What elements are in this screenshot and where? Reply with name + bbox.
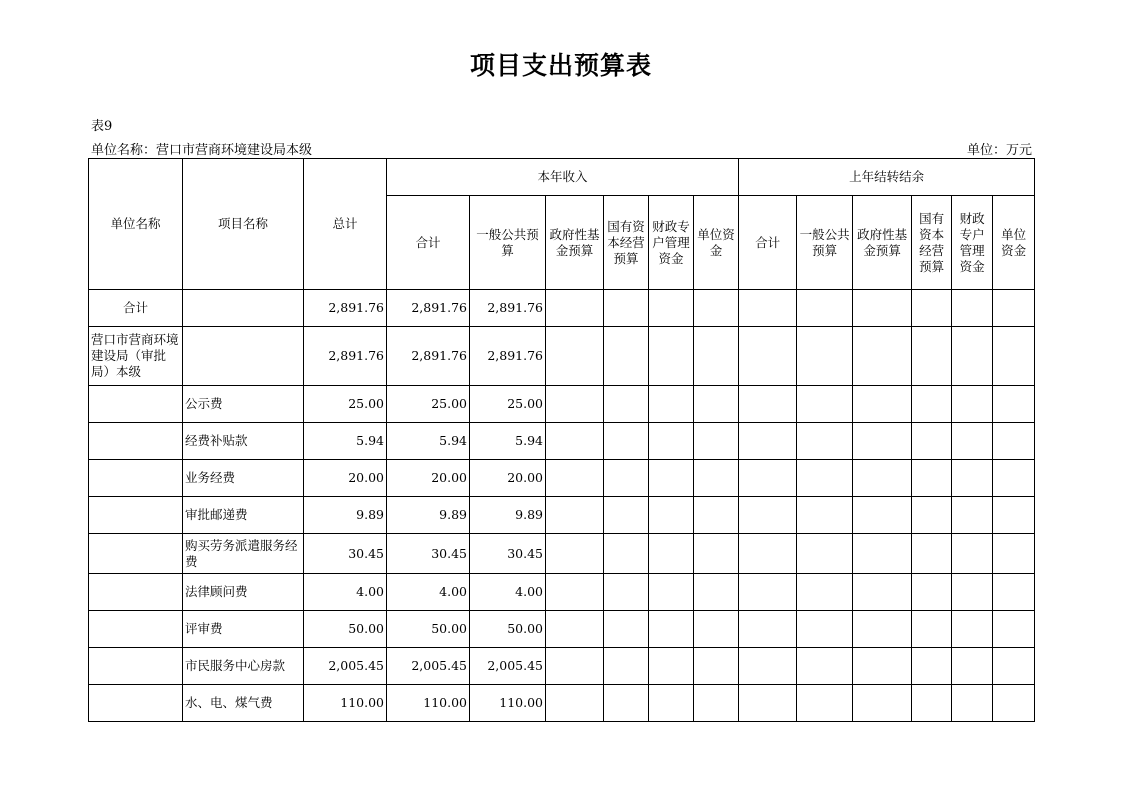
cell-empty bbox=[649, 460, 694, 497]
cell-unit-name bbox=[89, 574, 183, 611]
cell-empty bbox=[993, 685, 1035, 722]
cell-empty bbox=[739, 534, 797, 574]
cell-empty bbox=[649, 327, 694, 386]
cell-unit-name bbox=[89, 648, 183, 685]
cell-project-name: 购买劳务派遣服务经费 bbox=[183, 534, 304, 574]
cell-total: 30.45 bbox=[304, 534, 387, 574]
cell-empty bbox=[739, 386, 797, 423]
cell-empty bbox=[694, 460, 739, 497]
cell-total: 2,891.76 bbox=[304, 327, 387, 386]
cell-empty bbox=[797, 460, 853, 497]
cell-empty bbox=[694, 327, 739, 386]
table-row bbox=[89, 534, 1035, 574]
header-cy-sum: 合计 bbox=[387, 196, 470, 290]
cell-cy-general-budget: 110.00 bbox=[470, 685, 546, 722]
cell-cy-sum: 2,005.45 bbox=[387, 648, 470, 685]
cell-empty bbox=[649, 290, 694, 327]
cell-empty bbox=[546, 534, 604, 574]
cell-empty bbox=[912, 327, 952, 386]
cell-project-name bbox=[183, 290, 304, 327]
cell-empty bbox=[546, 423, 604, 460]
cell-empty bbox=[604, 423, 649, 460]
table-body bbox=[89, 290, 1035, 722]
cell-cy-sum: 9.89 bbox=[387, 497, 470, 534]
cell-empty bbox=[797, 386, 853, 423]
cell-empty bbox=[739, 648, 797, 685]
cell-empty bbox=[993, 423, 1035, 460]
cell-empty bbox=[797, 648, 853, 685]
header-total: 总计 bbox=[304, 159, 387, 290]
cell-empty bbox=[853, 386, 912, 423]
cell-empty bbox=[546, 574, 604, 611]
page-title: 项目支出预算表 bbox=[469, 51, 652, 80]
cell-project-name: 审批邮递费 bbox=[183, 497, 304, 534]
header-co-special-account-fund: 财政专户管理资金 bbox=[952, 196, 993, 290]
table-row bbox=[89, 386, 1035, 423]
cell-empty bbox=[604, 685, 649, 722]
cell-cy-general-budget: 50.00 bbox=[470, 611, 546, 648]
cell-project-name: 评审费 bbox=[183, 611, 304, 648]
cell-empty bbox=[853, 327, 912, 386]
cell-empty bbox=[952, 534, 993, 574]
cell-empty bbox=[694, 611, 739, 648]
cell-empty bbox=[853, 423, 912, 460]
cell-empty bbox=[694, 648, 739, 685]
cell-unit-name: 合计 bbox=[89, 290, 183, 327]
cell-empty bbox=[694, 497, 739, 534]
cell-empty bbox=[546, 497, 604, 534]
cell-empty bbox=[604, 497, 649, 534]
cell-cy-general-budget: 20.00 bbox=[470, 460, 546, 497]
cell-empty bbox=[546, 386, 604, 423]
cell-empty bbox=[546, 460, 604, 497]
cell-empty bbox=[912, 685, 952, 722]
cell-empty bbox=[546, 327, 604, 386]
header-prior-year-carryover: 上年结转结余 bbox=[739, 159, 1035, 196]
cell-empty bbox=[694, 423, 739, 460]
cell-empty bbox=[739, 327, 797, 386]
cell-empty bbox=[853, 648, 912, 685]
cell-empty bbox=[993, 611, 1035, 648]
cell-empty bbox=[853, 685, 912, 722]
cell-empty bbox=[912, 386, 952, 423]
cell-empty bbox=[797, 611, 853, 648]
header-cy-special-account-fund: 财政专户管理资金 bbox=[649, 196, 694, 290]
table-row bbox=[89, 685, 1035, 722]
cell-empty bbox=[649, 611, 694, 648]
cell-empty bbox=[604, 327, 649, 386]
cell-empty bbox=[797, 534, 853, 574]
header-unit-name: 单位名称 bbox=[89, 159, 183, 290]
cell-total: 4.00 bbox=[304, 574, 387, 611]
cell-empty bbox=[604, 460, 649, 497]
header-co-state-capital-budget: 国有资本经营预算 bbox=[912, 196, 952, 290]
cell-empty bbox=[993, 648, 1035, 685]
cell-empty bbox=[649, 386, 694, 423]
cell-empty bbox=[649, 574, 694, 611]
table-row bbox=[89, 648, 1035, 685]
header-cy-state-capital-budget: 国有资本经营预算 bbox=[604, 196, 649, 290]
cell-empty bbox=[797, 423, 853, 460]
cell-empty bbox=[912, 497, 952, 534]
cell-cy-sum: 2,891.76 bbox=[387, 290, 470, 327]
cell-empty bbox=[912, 611, 952, 648]
cell-project-name: 公示费 bbox=[183, 386, 304, 423]
cell-empty bbox=[546, 648, 604, 685]
cell-empty bbox=[546, 685, 604, 722]
cell-unit-name bbox=[89, 423, 183, 460]
header-project-name: 项目名称 bbox=[183, 159, 304, 290]
cell-empty bbox=[993, 497, 1035, 534]
cell-empty bbox=[952, 423, 993, 460]
cell-project-name: 业务经费 bbox=[183, 460, 304, 497]
cell-cy-general-budget: 2,891.76 bbox=[470, 327, 546, 386]
header-cy-gov-fund-budget: 政府性基金预算 bbox=[546, 196, 604, 290]
header-cy-general-budget: 一般公共预算 bbox=[470, 196, 546, 290]
cell-cy-sum: 5.94 bbox=[387, 423, 470, 460]
cell-total: 25.00 bbox=[304, 386, 387, 423]
cell-empty bbox=[739, 290, 797, 327]
cell-cy-general-budget: 2,005.45 bbox=[470, 648, 546, 685]
header-co-general-budget: 一般公共预算 bbox=[797, 196, 853, 290]
header-current-year-income: 本年收入 bbox=[387, 159, 739, 196]
cell-empty bbox=[993, 574, 1035, 611]
cell-unit-name bbox=[89, 534, 183, 574]
table-row bbox=[89, 460, 1035, 497]
table-row bbox=[89, 574, 1035, 611]
cell-empty bbox=[694, 574, 739, 611]
cell-empty bbox=[952, 290, 993, 327]
table-row bbox=[89, 423, 1035, 460]
table-row bbox=[89, 327, 1035, 386]
cell-empty bbox=[993, 460, 1035, 497]
cell-empty bbox=[952, 648, 993, 685]
cell-project-name bbox=[183, 327, 304, 386]
cell-empty bbox=[739, 574, 797, 611]
cell-empty bbox=[694, 685, 739, 722]
cell-empty bbox=[649, 423, 694, 460]
cell-empty bbox=[604, 611, 649, 648]
cell-empty bbox=[739, 497, 797, 534]
table-row bbox=[89, 611, 1035, 648]
table-row bbox=[89, 290, 1035, 327]
cell-unit-name: 营口市营商环境建设局（审批局）本级 bbox=[89, 327, 183, 386]
cell-cy-general-budget: 30.45 bbox=[470, 534, 546, 574]
table-row bbox=[89, 497, 1035, 534]
cell-cy-sum: 30.45 bbox=[387, 534, 470, 574]
cell-cy-sum: 25.00 bbox=[387, 386, 470, 423]
header-co-unit-fund: 单位资金 bbox=[993, 196, 1035, 290]
cell-empty bbox=[546, 290, 604, 327]
cell-project-name: 水、电、煤气费 bbox=[183, 685, 304, 722]
currency-unit-label: 单位：万元 bbox=[966, 143, 1032, 158]
cell-empty bbox=[694, 534, 739, 574]
cell-empty bbox=[739, 611, 797, 648]
cell-total: 5.94 bbox=[304, 423, 387, 460]
cell-empty bbox=[739, 423, 797, 460]
cell-project-name: 法律顾问费 bbox=[183, 574, 304, 611]
unit-name-line: 单位名称：营口市营商环境建设局本级 bbox=[91, 143, 313, 158]
cell-empty bbox=[853, 574, 912, 611]
cell-total: 110.00 bbox=[304, 685, 387, 722]
cell-cy-general-budget: 4.00 bbox=[470, 574, 546, 611]
cell-empty bbox=[797, 290, 853, 327]
cell-empty bbox=[546, 611, 604, 648]
cell-empty bbox=[604, 648, 649, 685]
cell-empty bbox=[853, 534, 912, 574]
cell-unit-name bbox=[89, 497, 183, 534]
cell-empty bbox=[797, 685, 853, 722]
cell-empty bbox=[853, 611, 912, 648]
cell-empty bbox=[952, 685, 993, 722]
cell-empty bbox=[853, 460, 912, 497]
header-row-1 bbox=[89, 159, 1035, 196]
cell-project-name: 市民服务中心房款 bbox=[183, 648, 304, 685]
cell-empty bbox=[604, 386, 649, 423]
cell-cy-sum: 4.00 bbox=[387, 574, 470, 611]
cell-empty bbox=[797, 327, 853, 386]
cell-empty bbox=[952, 386, 993, 423]
cell-empty bbox=[912, 648, 952, 685]
cell-unit-name bbox=[89, 685, 183, 722]
cell-empty bbox=[694, 290, 739, 327]
cell-empty bbox=[993, 534, 1035, 574]
cell-unit-name bbox=[89, 611, 183, 648]
header-cy-unit-fund: 单位资金 bbox=[694, 196, 739, 290]
cell-empty bbox=[604, 290, 649, 327]
cell-empty bbox=[912, 574, 952, 611]
cell-total: 2,891.76 bbox=[304, 290, 387, 327]
cell-total: 50.00 bbox=[304, 611, 387, 648]
cell-empty bbox=[853, 497, 912, 534]
cell-empty bbox=[952, 574, 993, 611]
cell-empty bbox=[993, 327, 1035, 386]
cell-empty bbox=[739, 685, 797, 722]
cell-empty bbox=[649, 497, 694, 534]
cell-empty bbox=[912, 534, 952, 574]
cell-empty bbox=[649, 648, 694, 685]
cell-empty bbox=[694, 386, 739, 423]
cell-empty bbox=[952, 611, 993, 648]
cell-empty bbox=[993, 290, 1035, 327]
cell-total: 20.00 bbox=[304, 460, 387, 497]
cell-empty bbox=[797, 497, 853, 534]
cell-cy-general-budget: 5.94 bbox=[470, 423, 546, 460]
cell-empty bbox=[853, 290, 912, 327]
cell-cy-sum: 110.00 bbox=[387, 685, 470, 722]
cell-empty bbox=[649, 534, 694, 574]
cell-total: 2,005.45 bbox=[304, 648, 387, 685]
cell-total: 9.89 bbox=[304, 497, 387, 534]
header-co-sum: 合计 bbox=[739, 196, 797, 290]
cell-cy-sum: 20.00 bbox=[387, 460, 470, 497]
cell-unit-name bbox=[89, 460, 183, 497]
cell-empty bbox=[649, 685, 694, 722]
cell-cy-sum: 50.00 bbox=[387, 611, 470, 648]
cell-empty bbox=[952, 327, 993, 386]
cell-empty bbox=[993, 386, 1035, 423]
cell-project-name: 经费补贴款 bbox=[183, 423, 304, 460]
cell-cy-sum: 2,891.76 bbox=[387, 327, 470, 386]
cell-empty bbox=[912, 423, 952, 460]
cell-cy-general-budget: 2,891.76 bbox=[470, 290, 546, 327]
cell-unit-name bbox=[89, 386, 183, 423]
cell-cy-general-budget: 9.89 bbox=[470, 497, 546, 534]
cell-empty bbox=[912, 460, 952, 497]
header-co-gov-fund-budget: 政府性基金预算 bbox=[853, 196, 912, 290]
cell-cy-general-budget: 25.00 bbox=[470, 386, 546, 423]
cell-empty bbox=[912, 290, 952, 327]
budget-table bbox=[88, 158, 1035, 722]
table-number: 表9 bbox=[91, 119, 113, 134]
cell-empty bbox=[952, 460, 993, 497]
cell-empty bbox=[739, 460, 797, 497]
cell-empty bbox=[604, 534, 649, 574]
cell-empty bbox=[604, 574, 649, 611]
cell-empty bbox=[797, 574, 853, 611]
cell-empty bbox=[952, 497, 993, 534]
